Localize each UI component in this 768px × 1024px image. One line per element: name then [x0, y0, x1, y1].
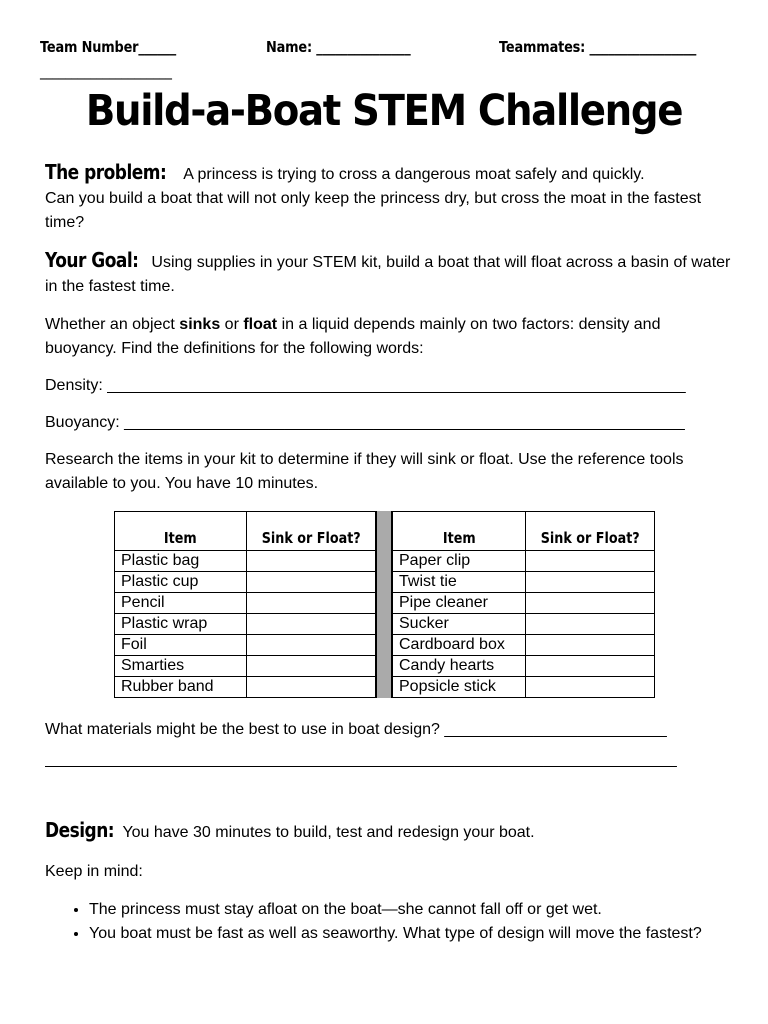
keep-in-mind-label: Keep in mind: — [45, 863, 143, 880]
table-row — [115, 614, 376, 635]
table-row — [393, 572, 655, 593]
item-cell: Plastic cup — [115, 572, 247, 593]
factors-paragraph — [45, 313, 735, 361]
density-label: Density: — [45, 377, 108, 394]
name-field: Name: _______________ — [266, 38, 411, 56]
factors-text-or: or — [220, 316, 244, 333]
buoyancy-blank: _______________________________________________________________ — [124, 414, 685, 431]
materials-question: What materials might be the best to use in boat design? _________________________ — [45, 721, 667, 738]
answer-cell[interactable] — [525, 677, 654, 698]
table-row — [393, 677, 655, 698]
teammates-field: Teammates: _________________ — [499, 38, 697, 56]
table-row — [393, 656, 655, 677]
goal-section — [45, 248, 735, 299]
research-paragraph: Research the items in your kit to determine if they will sink or float. Use the reference tools available to you. You have 10 minutes. — [45, 451, 684, 492]
item-cell: Plastic wrap — [115, 614, 247, 635]
answer-cell[interactable] — [525, 656, 654, 677]
materials-answer-line: _______________________________________________________________________ — [45, 751, 677, 768]
item-cell: Rubber band — [115, 677, 247, 698]
item-cell: Pipe cleaner — [393, 593, 526, 614]
table-row — [115, 551, 376, 572]
table-row — [115, 593, 376, 614]
item-cell: Popsicle stick — [393, 677, 526, 698]
item-cell: Cardboard box — [393, 635, 526, 656]
item-cell: Foil — [115, 635, 247, 656]
answer-cell[interactable] — [246, 656, 375, 677]
table-row — [393, 614, 655, 635]
item-cell: Pencil — [115, 593, 247, 614]
answer-cell[interactable] — [525, 593, 654, 614]
item-cell: Smarties — [115, 656, 247, 677]
sink-float-header: Sink or Float? — [525, 512, 654, 551]
buoyancy-label: Buoyancy: — [45, 414, 125, 431]
answer-cell[interactable] — [246, 551, 375, 572]
table-row — [115, 656, 376, 677]
float-word: float — [243, 316, 278, 333]
table-row — [115, 572, 376, 593]
problem-section — [45, 160, 735, 235]
item-header: Item — [393, 512, 526, 551]
factors-text-post: in a liquid depends mainly on two factors: density and buoyancy. Find the definitions for the following words: — [45, 316, 661, 357]
items-table-left — [114, 511, 376, 698]
table-row — [115, 677, 376, 698]
teammates-continuation-line: _____________________ — [40, 62, 172, 80]
goal-text: Using supplies in your STEM kit, build a boat that will float across a basin of water in the fastest time. — [45, 254, 731, 295]
design-heading: Design: — [45, 818, 115, 842]
answer-cell[interactable] — [246, 593, 375, 614]
answer-cell[interactable] — [525, 551, 654, 572]
density-line — [45, 374, 735, 398]
buoyancy-line — [45, 411, 735, 435]
factors-text-pre: Whether an object — [45, 316, 180, 333]
design-section — [45, 818, 735, 845]
table-divider — [376, 511, 392, 698]
answer-cell[interactable] — [525, 572, 654, 593]
item-cell: Sucker — [393, 614, 526, 635]
answer-cell[interactable] — [525, 614, 654, 635]
items-table-right — [392, 511, 655, 698]
bullet-list — [45, 898, 725, 946]
sink-float-header: Sink or Float? — [246, 512, 375, 551]
item-cell: Twist tie — [393, 572, 526, 593]
list-item: • You boat must be fast as well as seaworthy. What type of design will move the fastest? — [89, 922, 725, 946]
item-header: Item — [115, 512, 247, 551]
problem-text-2: Can you build a boat that will not only keep the princess dry, but cross the moat in the fastest time? — [45, 190, 702, 231]
answer-cell[interactable] — [525, 635, 654, 656]
table-row — [115, 635, 376, 656]
item-cell: Candy hearts — [393, 656, 526, 677]
table-row — [393, 551, 655, 572]
item-cell: Plastic bag — [115, 551, 247, 572]
team-number-field: Team Number______ — [40, 38, 177, 56]
goal-heading: Your Goal: — [45, 248, 139, 272]
answer-cell[interactable] — [246, 635, 375, 656]
problem-text: A princess is trying to cross a dangerous moat safely and quickly. — [183, 166, 645, 183]
sinks-word: sinks — [179, 316, 221, 333]
table-row — [393, 635, 655, 656]
design-text: You have 30 minutes to build, test and redesign your boat. — [122, 824, 535, 841]
answer-cell[interactable] — [246, 677, 375, 698]
list-item: • The princess must stay afloat on the boat—she cannot fall off or get wet. — [89, 898, 725, 922]
table-row — [393, 593, 655, 614]
density-blank: _________________________________________________________________ — [107, 377, 686, 394]
answer-cell[interactable] — [246, 614, 375, 635]
problem-heading: The problem: — [45, 160, 167, 184]
item-cell: Paper clip — [393, 551, 526, 572]
answer-cell[interactable] — [246, 572, 375, 593]
page-title: Build-a-Boat STEM Challenge — [85, 86, 683, 136]
